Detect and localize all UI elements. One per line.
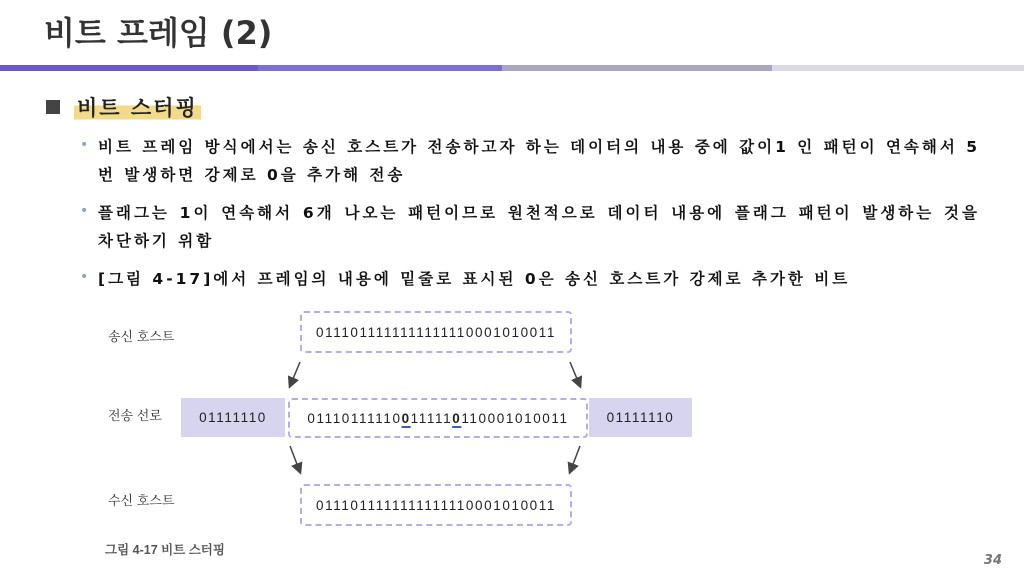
bullet-item [80, 133, 980, 189]
stuffed-bit: 0 [452, 410, 462, 426]
receiver-bits-box: 0111011111111111110001010011 [300, 484, 572, 526]
line-bits-segment: 110001010011 [461, 410, 569, 426]
bullet-item [80, 265, 980, 293]
arrow-icon [290, 362, 300, 386]
bullet-dot-icon: • [80, 137, 89, 153]
arrow-icon [570, 362, 580, 386]
underline-segment [258, 65, 502, 71]
bullet-text: 비트 프레임 방식에서는 송신 호스트가 전송하고자 하는 데이터의 내용 중에 값이1 인 패턴이 연속해서 5번 발생하면 강제로 0을 추가해 전송 [98, 138, 981, 184]
figure-caption: 그림 4-17 비트 스터핑 [105, 543, 225, 557]
flag-right: 01111110 [589, 398, 692, 437]
line-bits-segment: 11111 [410, 410, 453, 426]
sender-bits-box: 0111011111111111110001010011 [300, 311, 572, 353]
line-bits-segment: 01110111110 [307, 410, 402, 426]
bit-stuffing-figure [0, 300, 1024, 560]
bullet-dot-icon: • [80, 269, 89, 285]
bullet-text: [그림 4-17]에서 프레임의 내용에 밑줄로 표시된 0은 송신 호스트가 강제로 추가한 비트 [98, 270, 851, 288]
bullet-text: 플래그는 1이 연속해서 6개 나오는 패턴이므로 원천적으로 데이터 내용에 플래그 패턴이 발생하는 것을 차단하기 위함 [98, 204, 980, 250]
bullet-list [80, 133, 980, 303]
underline-segment [772, 65, 1024, 71]
title-underline [0, 65, 1024, 71]
bullet-item [80, 199, 980, 255]
receiver-label: 수신 호스트 [108, 493, 175, 508]
page-number: 34 [983, 553, 1002, 568]
underline-segment [502, 65, 772, 71]
section-label: 비트 스터핑 [74, 92, 201, 122]
arrow-icon [290, 446, 300, 472]
underline-segment [0, 65, 258, 71]
square-bullet-icon [46, 100, 60, 114]
arrow-icon [570, 446, 580, 472]
slide-title: 비트 프레임 (2) [44, 14, 273, 52]
flag-left: 01111110 [181, 398, 285, 437]
stuffed-bit: 0 [401, 410, 411, 426]
bullet-dot-icon: • [80, 203, 89, 219]
section-heading [46, 92, 201, 122]
sender-label: 송신 호스트 [108, 329, 175, 344]
line-bits-box [288, 398, 588, 438]
line-label: 전송 선로 [108, 408, 162, 423]
